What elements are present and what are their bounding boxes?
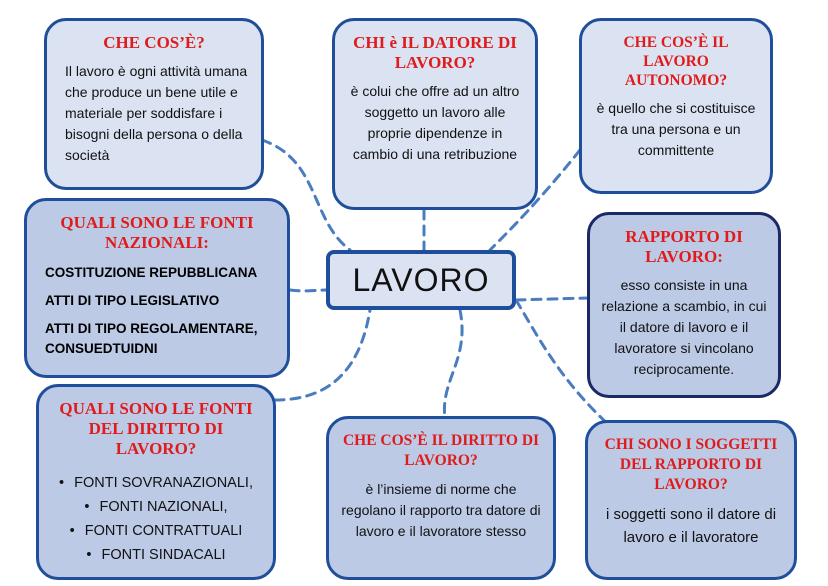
fonti-nazionali-item: COSTITUZIONE REPUBBLICANA <box>45 265 258 280</box>
box-soggetti-body: i soggetti sono il datore di lavoro e il lavoratore <box>605 506 777 546</box>
center-node-lavoro: LAVORO <box>326 250 516 310</box>
fonti-nazionali-item: ATTI DI TIPO REGOLAMENTARE, CONSUEDTUIDNI <box>45 321 258 356</box>
box-diritto-body: è l’insieme di norme che regolano il rapporto tra datore di lavoro e il lavoratore stesso <box>341 481 541 539</box>
box-diritto-title: CHE COS’È IL DIRITTO DI LAVORO? <box>342 432 540 469</box>
fonti-diritto-item: • FONTI CONTRATTUALI <box>49 519 263 543</box>
box-autonomo-title: CHE COS’È IL LAVORO AUTONOMO? <box>623 34 729 89</box>
box-fonti-nazionali <box>24 198 290 378</box>
box-rapporto-title: RAPPORTO DI LAVORO: <box>625 227 743 266</box>
connector-diritto <box>444 310 462 418</box>
box-che-cose <box>44 18 264 190</box>
box-rapporto <box>587 212 781 398</box>
box-datore-title: CHI è IL DATORE DI LAVORO? <box>353 33 517 72</box>
box-soggetti-title: CHI SONO I SOGGETTI DEL RAPPORTO DI LAVORO? <box>604 436 778 493</box>
fonti-nazionali-item: ATTI DI TIPO LEGISLATIVO <box>45 293 220 308</box>
box-datore-body: è colui che offre ad un altro soggetto un lavoro alle proprie dipendenze in cambio di una retribuzione <box>350 83 520 162</box>
box-soggetti <box>585 420 797 580</box>
box-che-cose-title: CHE COS’È? <box>103 33 205 52</box>
box-fonti-diritto-title: QUALI SONO LE FONTI DEL DIRITTO DI LAVORO? <box>59 399 253 458</box>
box-rapporto-body: esso consiste in una relazione a scambio, in cui il datore di lavoro e il lavoratore si vincolano reciprocamente. <box>601 277 767 377</box>
box-fonti-nazionali-title: QUALI SONO LE FONTI NAZIONALI: <box>60 213 254 252</box>
box-che-cose-body: Il lavoro è ogni attività umana che produce un bene utile e materiale per soddisfare i bisogni della persona o della società <box>65 63 248 163</box>
fonti-diritto-item: • FONTI SOVRANAZIONALI, <box>49 471 263 495</box>
connector-fonti-nazionali <box>290 290 326 291</box>
box-fonti-diritto <box>36 384 276 580</box>
fonti-diritto-item: • FONTI SINDACALI <box>49 543 263 567</box>
box-autonomo-body: è quello che si costituisce tra una persona e un committente <box>596 100 756 158</box>
box-autonomo <box>579 18 773 194</box>
box-diritto <box>326 416 556 580</box>
fonti-diritto-item: • FONTI NAZIONALI, <box>49 495 263 519</box>
connector-rapporto <box>516 298 588 300</box>
box-datore <box>332 18 538 210</box>
